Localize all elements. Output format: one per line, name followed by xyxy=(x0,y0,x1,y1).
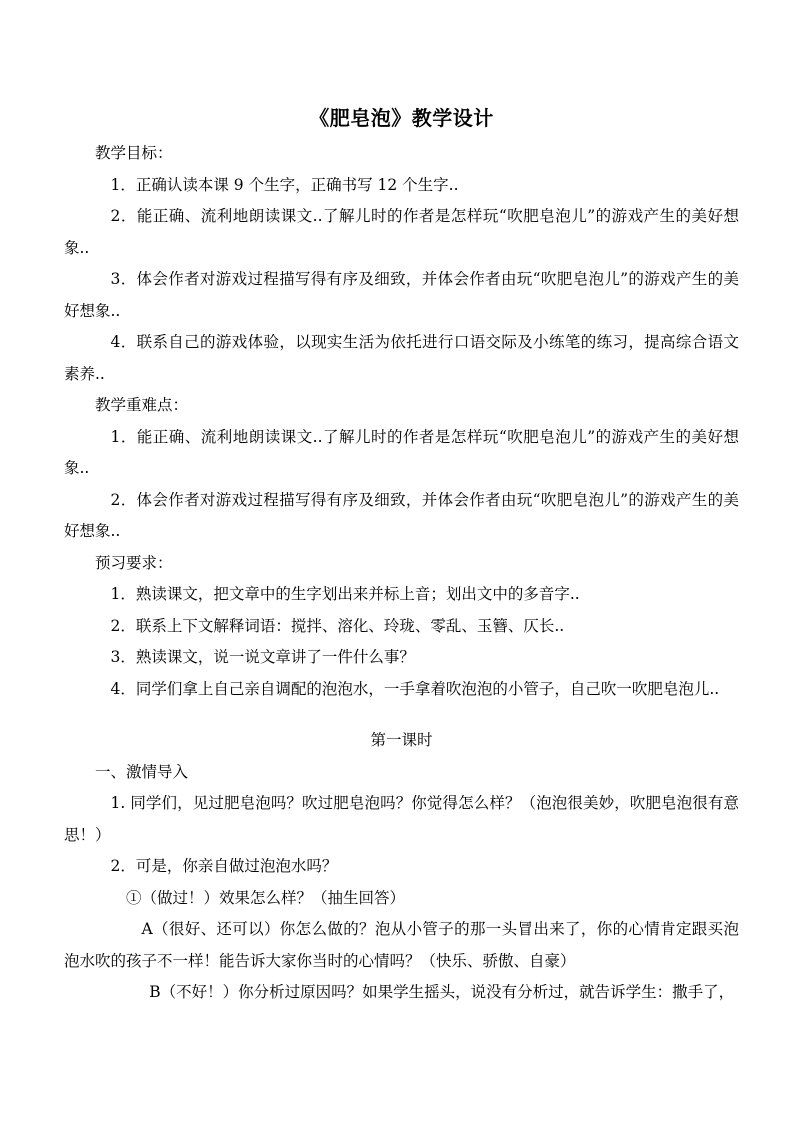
key-point-item-1: 1．能正确、流利地朗读课文..了解儿时的作者是怎样玩“吹肥皂泡儿”的游戏产生的美好想象.. xyxy=(64,427,739,477)
preview-item-3: 3．熟读课文，说一说文章讲了一件什么事？ xyxy=(110,648,415,666)
preview-item-1: 1．熟读课文，把文章中的生字划出来并标上音；划出文中的多音字.. xyxy=(110,585,580,603)
goal-item-2: 2．能正确、流利地朗读课文..了解儿时的作者是怎样玩“吹肥皂泡儿”的游戏产生的美好想象.. xyxy=(64,207,739,257)
goal-item-3: 3．体会作者对游戏过程描写得有序及细致，并体会作者由玩“吹肥皂泡儿”的游戏产生的美好想象.. xyxy=(64,270,739,320)
preview-heading: 预习要求： xyxy=(95,553,173,572)
preview-item-4: 4．同学们拿上自己亲自调配的泡泡水，一手拿着吹泡泡的小管子，自己吹一吹肥皂泡儿.. xyxy=(110,679,720,698)
sub-answer-b: B（不好！）你分析过原因吗？如果学生摇头，说没有分析过，就告诉学生：撒手了， xyxy=(149,983,735,1001)
key-points-heading: 教学重难点： xyxy=(95,396,189,414)
goal-item-4: 4．联系自己的游戏体验，以现实生活为依托进行口语交际及小练笔的练习，提高综合语文素养.. xyxy=(64,333,739,383)
sub-answer-1: ①（做过！）效果怎么样？（抽生回答） xyxy=(126,888,406,907)
sub-answer-a: A（很好、还可以）你怎么做的？泡从小管子的那一头冒出来了，你的心情肯定跟买泡泡水吹的孩子不一样！能告诉大家你当时的心情吗？（快乐、骄傲、自豪） xyxy=(64,920,739,970)
document-title: 《肥皂泡》教学设计 xyxy=(309,106,494,130)
document-page xyxy=(64,104,739,1009)
goals-heading: 教学目标： xyxy=(95,144,173,162)
section-heading: 一、激情导入 xyxy=(95,762,189,781)
goal-item-1: 1．正确认读本课 9 个生字，正确书写 12 个生字.. xyxy=(110,175,459,194)
key-point-item-2: 2．体会作者对游戏过程描写得有序及细致，并体会作者由玩“吹肥皂泡儿”的游戏产生的美好想象.. xyxy=(64,490,739,540)
question-1: 1. 同学们，见过肥皂泡吗？吹过肥皂泡吗？你觉得怎么样？（泡泡很美妙，吹肥皂泡很有意思！） xyxy=(64,794,739,844)
lesson-title: 第一课时 xyxy=(370,731,433,749)
question-2: 2．可是，你亲自做过泡泡水吗？ xyxy=(110,857,338,875)
preview-item-2: 2．联系上下文解释词语：搅拌、溶化、玲珑、零乱、玉簪、仄长.. xyxy=(110,616,565,635)
